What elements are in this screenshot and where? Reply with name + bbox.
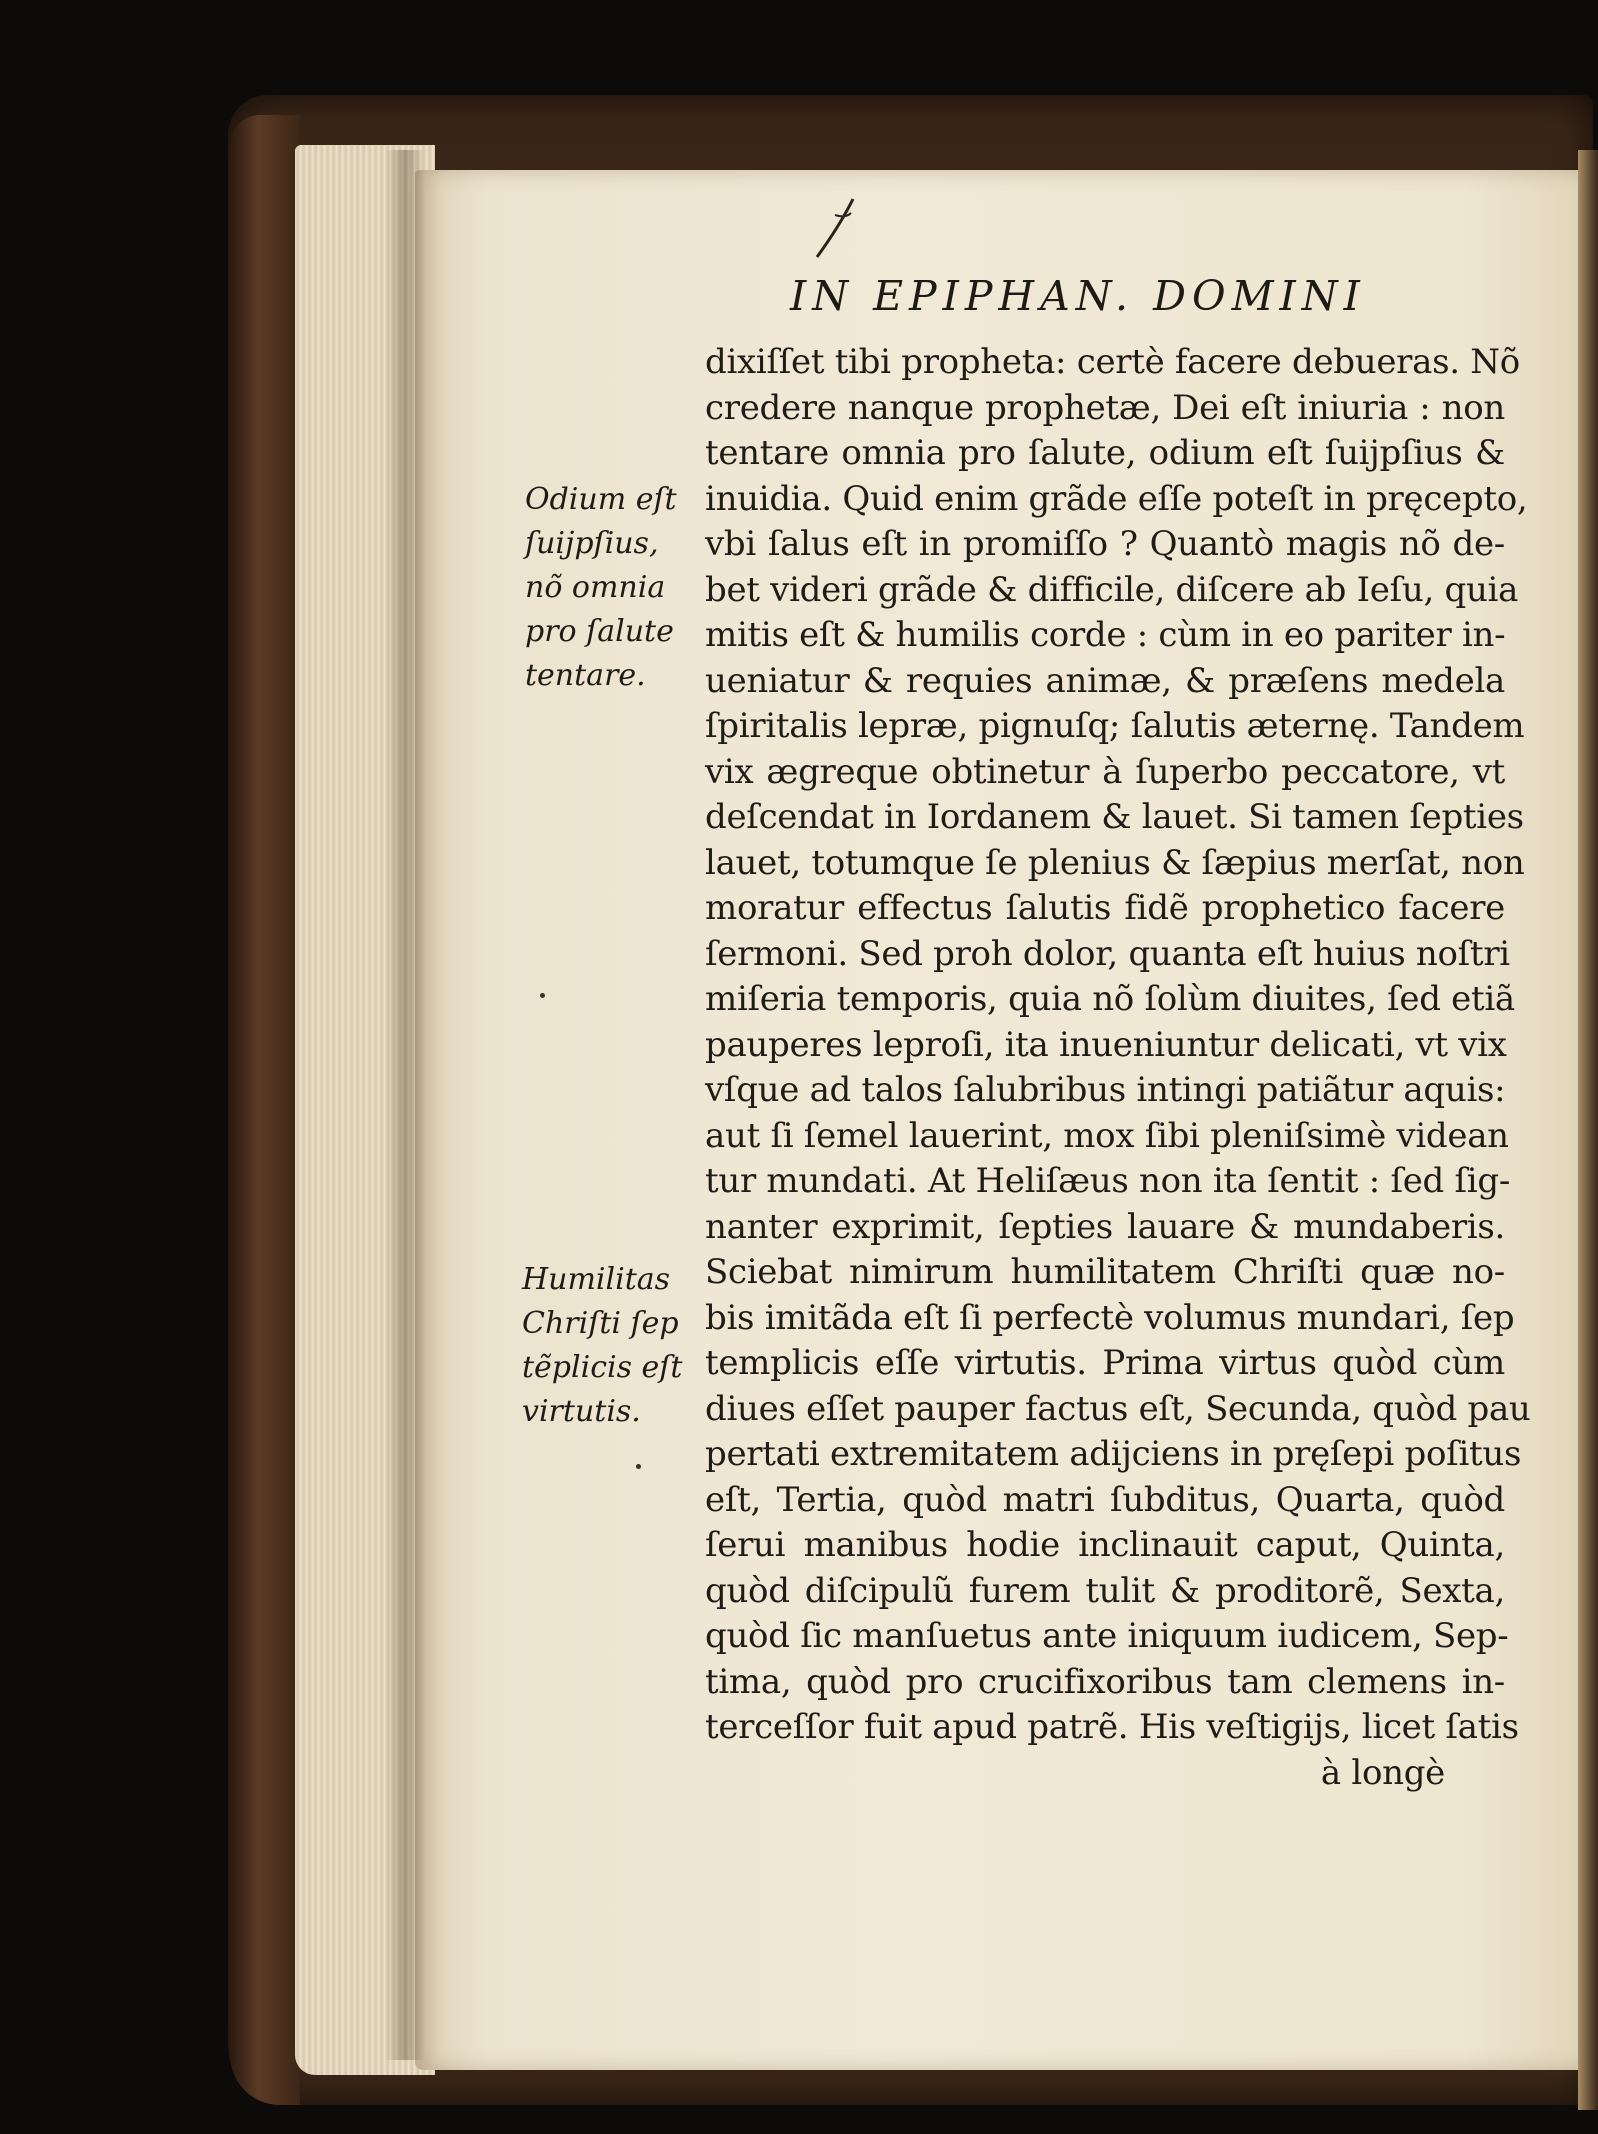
book-right-edge xyxy=(1578,150,1598,2110)
body-line: pauperes leproſi, ita inueniuntur delicati, vt vix xyxy=(705,1024,1507,1065)
marginal-note-line: tẽplicis eſt xyxy=(522,1350,683,1385)
body-line: bet videri grãde & difficile, diſcere ab Ieſu, quia xyxy=(705,569,1519,610)
body-text xyxy=(705,340,1531,1796)
body-line: tima, quòd pro crucifixoribus tam clemens in- xyxy=(705,1661,1505,1702)
running-head: IN EPIPHAN. DOMINI xyxy=(790,272,1366,320)
body-line: tentare omnia pro ſalute, odium eſt ſuijpſius & xyxy=(705,433,1505,473)
body-line: ueniatur & requies animæ, & præſens medela xyxy=(705,660,1505,701)
body-line: ſermoni. Sed proh dolor, quanta eſt huius noſtri xyxy=(705,933,1510,974)
body-line: mitis eſt & humilis corde : cùm in eo pariter in- xyxy=(705,615,1506,655)
marginal-note xyxy=(525,478,677,698)
marginal-note-line: ſuijpſius, xyxy=(525,526,659,561)
body-line: quòd diſcipulũ furem tulit & proditorẽ, Sexta, xyxy=(705,1570,1505,1611)
body-line: deſcendat in Iordanem & lauet. Si tamen ſepties xyxy=(705,797,1524,837)
body-line: lauet, totumque ſe plenius & ſæpius merſat, non xyxy=(705,842,1525,883)
book-spine-edge xyxy=(230,115,300,2105)
body-line: ſerui manibus hodie inclinauit caput, Quinta, xyxy=(705,1525,1505,1565)
body-line: diues eſſet pauper factus eſt, Secunda, quòd pau xyxy=(705,1388,1531,1429)
body-line: dixiſſet tibi propheta: certè facere debueras. Nõ xyxy=(705,342,1520,382)
catchword: à longè xyxy=(1320,1752,1445,1793)
body-line: tur mundati. At Heliſæus non ita ſentit : ſed ſig- xyxy=(705,1161,1511,1201)
body-line: quòd ſic manſuetus ante iniquum iudicem, Sep- xyxy=(705,1616,1509,1656)
body-line: ſpiritalis lepræ, pignuſq; ſalutis æternę. Tandem xyxy=(705,706,1525,746)
body-line: vbi ſalus eſt in promiſſo ? Quantò magis nõ de- xyxy=(705,524,1505,564)
marginal-note-line: tentare. xyxy=(525,658,646,693)
marginal-note-line: Odium eſt xyxy=(525,482,677,517)
marginal-note-line: nõ omnia xyxy=(525,570,666,605)
marginal-note-line: virtutis. xyxy=(522,1394,641,1429)
marginal-note-line: Humilitas xyxy=(522,1262,671,1297)
body-line: inuidia. Quid enim grãde eſſe poteſt in pręcepto, xyxy=(705,478,1528,519)
ink-pen-mark xyxy=(805,195,865,265)
body-line: moratur effectus ſalutis fidẽ prophetico facere xyxy=(705,888,1505,928)
body-line: vix ægreque obtinetur à ſuperbo peccatore, vt xyxy=(705,751,1505,792)
body-line: templicis eſſe virtutis. Prima virtus quòd cùm xyxy=(705,1343,1505,1383)
body-line: bis imitãda eſt ſi perfectè volumus mundari, ſep xyxy=(705,1297,1515,1338)
ink-speck xyxy=(636,1464,641,1469)
marginal-note-line: Chriſti ſep xyxy=(522,1306,679,1341)
page-gutter-shadow xyxy=(385,150,425,2060)
ink-speck xyxy=(540,993,545,998)
body-line: vſque ad talos ſalubribus intingi patiãtur aquis: xyxy=(705,1070,1506,1110)
body-line: eſt, Tertia, quòd matri ſubditus, Quarta, quòd xyxy=(705,1479,1505,1520)
marginal-note xyxy=(522,1258,682,1434)
body-line: miſeria temporis, quia nõ ſolùm diuites, ſed etiã xyxy=(705,979,1515,1019)
body-line: pertati extremitatem adijciens in pręſepi poſitus xyxy=(705,1434,1522,1474)
body-line: terceſſor fuit apud patrẽ. His veſtigijs, licet ſatis xyxy=(705,1707,1519,1747)
body-line: nanter exprimit, ſepties lauare & mundaberis. xyxy=(705,1206,1505,1247)
body-line: credere nanque prophetæ, Dei eſt iniuria : non xyxy=(705,387,1505,428)
body-line: Sciebat nimirum humilitatem Chriſti quæ no- xyxy=(705,1252,1505,1292)
body-line: aut ſi ſemel lauerint, mox ſibi pleniſsimè videan xyxy=(705,1115,1509,1156)
marginal-note-line: pro ſalute xyxy=(525,614,674,649)
